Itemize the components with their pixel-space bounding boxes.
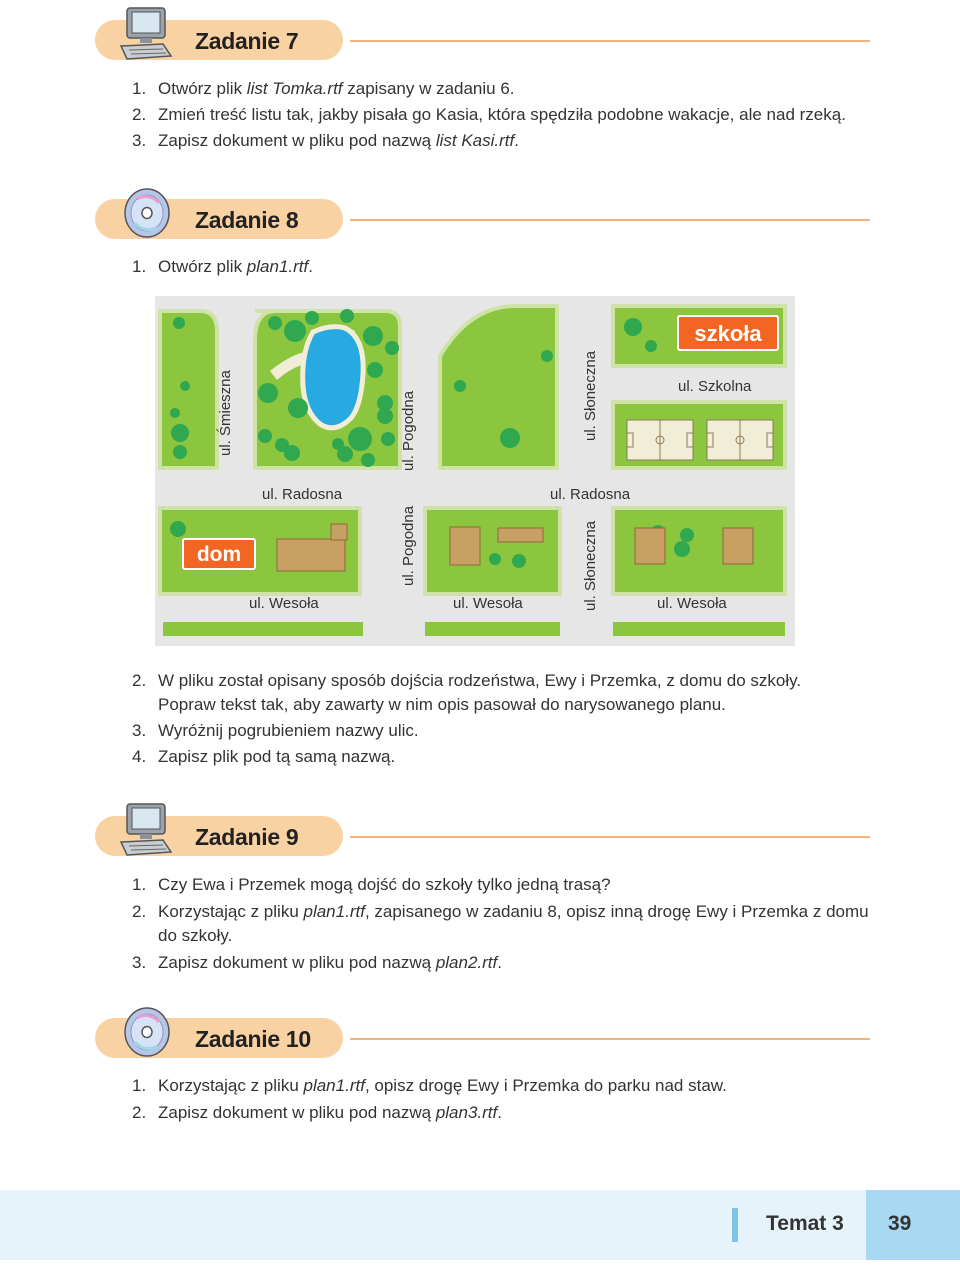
section-title: Zadanie 7 — [195, 28, 299, 54]
city-map — [155, 296, 795, 646]
list-item: 2. Korzystając z pliku plan1.rtf, zapisanego w zadaniu 8, opisz inną drogę Ewy i Przemka z domu — [132, 902, 869, 921]
home-label: dom — [196, 543, 242, 566]
grass-strip — [163, 622, 363, 636]
section-header-zadanie-8 — [95, 199, 870, 243]
list-item: 3. Zapisz dokument w pliku pod nazwą list Kasi.rtf. — [132, 131, 519, 150]
list-item: 2. W pliku został opisany sposób dojścia rodzeństwa, Ewy i Przemka, z domu do szkoły. — [132, 671, 802, 690]
list-item: 1. Otwórz plik list Tomka.rtf zapisany w zadaniu 6. — [132, 79, 515, 98]
section-title: Zadanie 8 — [195, 207, 299, 233]
header-rule — [350, 40, 870, 42]
list-item: 3. Wyróżnij pogrubieniem nazwy ulic. — [132, 721, 419, 740]
cd-icon — [113, 183, 177, 243]
street-label-szkolna: ul. Szkolna — [678, 378, 752, 395]
street-label-pogodna-top: ul. Pogodna — [400, 390, 417, 471]
section-header-zadanie-10 — [95, 1018, 870, 1062]
street-label-wesola-left: ul. Wesoła — [249, 595, 319, 612]
header-rule — [350, 836, 870, 838]
street-label-sloneczna-bottom: ul. Słoneczna — [582, 520, 599, 611]
footer-page-box — [866, 1190, 960, 1260]
list-item: 2. Zapisz dokument w pliku pod nazwą plan3.rtf. — [132, 1103, 502, 1122]
street-label-wesola-right: ul. Wesoła — [657, 595, 727, 612]
footer-accent — [732, 1208, 738, 1242]
grass-strip — [425, 622, 560, 636]
header-rule — [350, 1038, 870, 1040]
street-label-pogodna-bottom: ul. Pogodna — [400, 505, 417, 586]
street-label-radosna-left: ul. Radosna — [262, 486, 343, 503]
list-item: 4. Zapisz plik pod tą samą nazwą. — [132, 747, 396, 766]
page-number: 39 — [888, 1212, 912, 1235]
cd-icon — [113, 1002, 177, 1062]
computer-icon — [113, 800, 177, 860]
section-title: Zadanie 9 — [195, 824, 299, 850]
section-header-zadanie-7 — [95, 20, 870, 64]
street-label-radosna-right: ul. Radosna — [550, 486, 631, 503]
list-item-continuation: do szkoły. — [158, 926, 233, 945]
street-label-wesola-middle: ul. Wesoła — [453, 595, 523, 612]
bottom-middle-block — [425, 508, 560, 594]
pond — [303, 327, 363, 428]
list-item: 3. Zapisz dokument w pliku pod nazwą plan2.rtf. — [132, 953, 502, 972]
grass-strip — [613, 622, 785, 636]
section-header-zadanie-9 — [95, 816, 870, 860]
street-label-sloneczna-top: ul. Słoneczna — [582, 350, 599, 441]
street-label-smieszna: ul. Śmieszna — [217, 370, 234, 456]
computer-icon — [113, 4, 177, 64]
school-label: szkoła — [694, 321, 762, 346]
footer-topic: Temat 3 — [766, 1212, 844, 1235]
section-title: Zadanie 10 — [195, 1026, 311, 1052]
list-item: 1. Korzystając z pliku plan1.rtf, opisz drogę Ewy i Przemka do parku nad staw. — [132, 1076, 727, 1095]
header-rule — [350, 219, 870, 221]
list-item: 1. Otwórz plik plan1.rtf. — [132, 257, 313, 276]
list-item: 1. Czy Ewa i Przemek mogą dojść do szkoły tylko jedną trasą? — [132, 875, 611, 894]
list-item-continuation: Popraw tekst tak, aby zawarty w nim opis pasował do narysowanego planu. — [158, 695, 726, 714]
list-item: 2. Zmień treść listu tak, jakby pisała go Kasia, która spędziła podobne wakacje, ale nad rzeką. — [132, 105, 846, 124]
